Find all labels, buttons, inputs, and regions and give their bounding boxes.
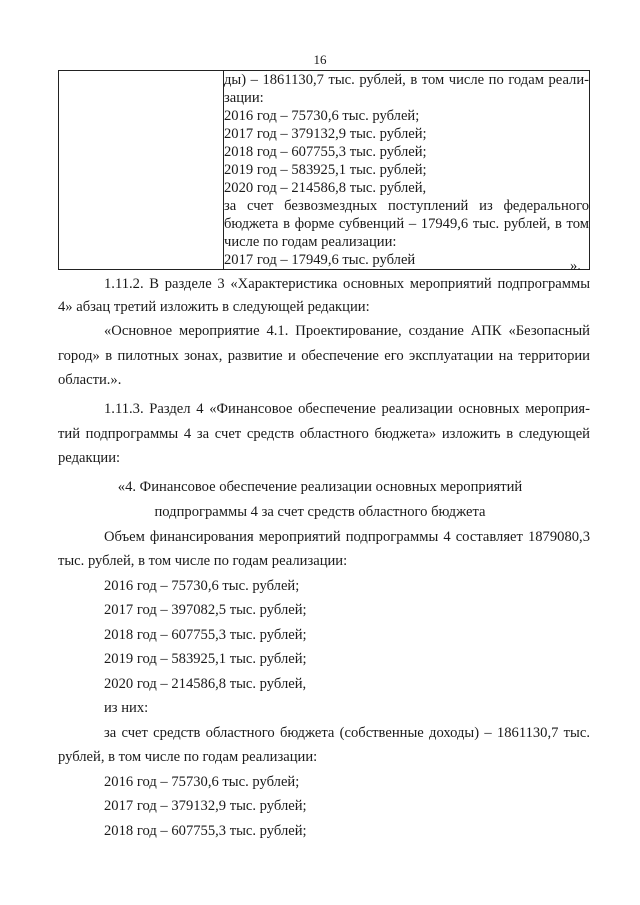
paragraph-line: рублей, в том числе по годам реализации: bbox=[58, 749, 318, 765]
paragraph-line: 1.11.3. Раздел 4 «Финансовое обеспечение реализации основных мероприя- bbox=[104, 401, 590, 417]
year-line: 2020 год – 214586,8 тыс. рублей, bbox=[104, 676, 307, 692]
year-line: 2018 год – 607755,3 тыс. рублей; bbox=[104, 627, 307, 643]
section-heading-line: подпрограммы 4 за счет средств областного бюджета bbox=[154, 504, 486, 520]
year-line: 2018 год – 607755,3 тыс. рублей; bbox=[104, 823, 307, 839]
year-line: 2016 год – 75730,6 тыс. рублей; bbox=[104, 578, 300, 594]
paragraph-line: Объем финансирования мероприятий подпрограммы 4 составляет 1879080,3 bbox=[104, 529, 590, 545]
paragraph-line: тыс. рублей, в том числе по годам реализации: bbox=[58, 553, 348, 569]
section-heading-line: «4. Финансовое обеспечение реализации основных мероприятий bbox=[117, 479, 523, 495]
table-line: 2017 год – 17949,6 тыс. рублей bbox=[224, 252, 416, 268]
table-line: бюджета в форме субвенций – 17949,6 тыс. рублей, в том bbox=[224, 216, 589, 232]
closing-quote: ». bbox=[570, 258, 581, 274]
continuation-table bbox=[58, 70, 590, 270]
paragraph-line: редакции: bbox=[58, 450, 121, 466]
table-row bbox=[59, 71, 590, 270]
year-line: 2016 год – 75730,6 тыс. рублей; bbox=[104, 774, 300, 790]
paragraph-line: за счет средств областного бюджета (собственные доходы) – 1861130,7 тыс. bbox=[104, 725, 590, 741]
table-cell-empty bbox=[59, 71, 224, 270]
paragraph-line: области.». bbox=[58, 372, 122, 388]
table-line: 2017 год – 379132,9 тыс. рублей; bbox=[224, 126, 427, 142]
year-line: 2019 год – 583925,1 тыс. рублей; bbox=[104, 651, 307, 667]
paragraph-line: 1.11.2. В разделе 3 «Характеристика основных мероприятий подпрограммы bbox=[104, 276, 590, 292]
table-cell-text bbox=[224, 71, 590, 270]
paragraph-line: тий подпрограммы 4 за счет средств областного бюджета» изложить в следующей bbox=[58, 426, 590, 442]
table-line: 2018 год – 607755,3 тыс. рублей; bbox=[224, 144, 427, 160]
table-line: числе по годам реализации: bbox=[224, 234, 397, 250]
table-line: 2016 год – 75730,6 тыс. рублей; bbox=[224, 108, 420, 124]
paragraph-line: «Основное мероприятие 4.1. Проектирование, создание АПК «Безопасный bbox=[104, 323, 590, 339]
table-line: зации: bbox=[224, 90, 264, 106]
table-line: ды) – 1861130,7 тыс. рублей, в том числе по годам реали- bbox=[224, 72, 589, 88]
table-line: 2019 год – 583925,1 тыс. рублей; bbox=[224, 162, 427, 178]
paragraph-line: 4» абзац третий изложить в следующей редакции: bbox=[58, 299, 370, 315]
year-line: 2017 год – 379132,9 тыс. рублей; bbox=[104, 798, 307, 814]
page-number: 16 bbox=[313, 52, 327, 67]
paragraph-line: город» в пилотных зонах, развитие и обеспечение его эксплуатации на территории bbox=[58, 348, 590, 364]
paragraph-line: из них: bbox=[104, 700, 149, 716]
table-line: 2020 год – 214586,8 тыс. рублей, bbox=[224, 180, 427, 196]
year-line: 2017 год – 397082,5 тыс. рублей; bbox=[104, 602, 307, 618]
table-line: за счет безвозмездных поступлений из федерального bbox=[224, 198, 589, 214]
